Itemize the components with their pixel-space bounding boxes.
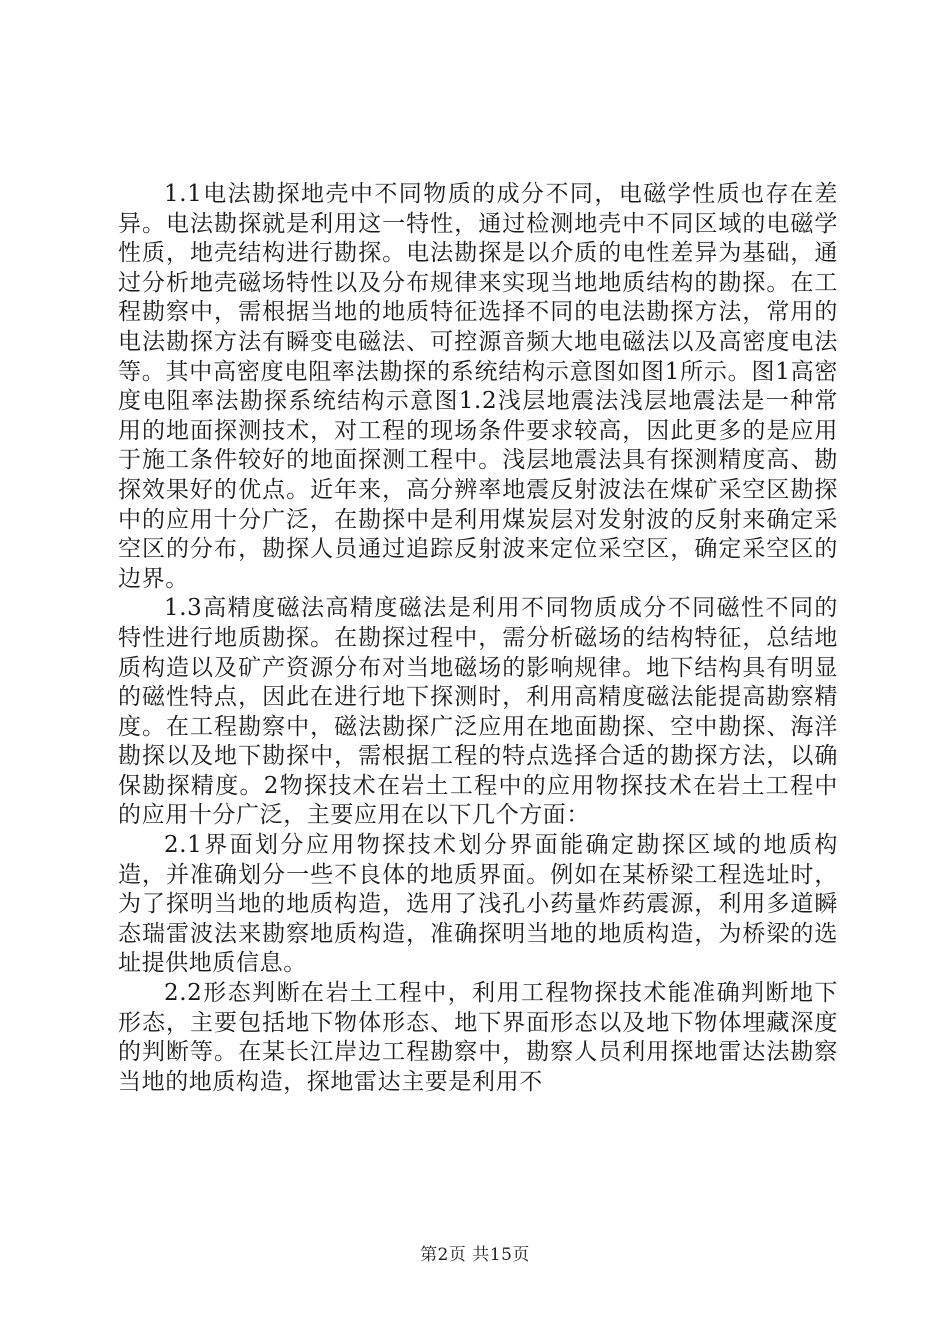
paragraph-1-1-electrical-method: 1.1电法勘探地壳中不同物质的成分不同，电磁学性质也存在差异。电法勘探就是利用这一特性，通过检测地壳中不同区域的电磁学性质，地壳结构进行勘探。电法勘探是以介质的电性差异为基础，通过分析地壳磁场特性以及分布规律来实现当地地质结构的勘探。在工程勘察中，需根据当地的地质特征选择不同的电法勘探方法，常用的电法勘探方法有瞬变电磁法、可控源音频大地电磁法以及高密度电法等。其中高密度电阻率法勘探的系统结构示意图如图1所示。图1高密度电阻率法勘探系统结构示意图1.2浅层地震法浅层地震法是一种常用的地面探测技术，对工程的现场条件要求较高，因此更多的是应用于施工条件较好的地面探测工程中。浅层地震法具有探测精度高、勘探效果好的优点。近年来，高分辨率地震反射波法在煤矿采空区勘探中的应用十分广泛，在勘探中是利用煤炭层对发射波的反射来确定采空区的分布，勘探人员通过追踪反射波来定位采空区，确定采空区的边界。 [118,181,838,592]
paragraph-1-3-magnetic-method: 1.3高精度磁法高精度磁法是利用不同物质成分不同磁性不同的特性进行地质勘探。在勘探过程中，需分析磁场的结构特征，总结地质构造以及矿产资源分布对当地磁场的影响规律。地下结构具有明显的磁性特点，因此在进行地下探测时，利用高精度磁法能提高勘察精度。在工程勘察中，磁法勘探广泛应用在地面勘探、空中勘探、海洋勘探以及地下勘探中，需根据工程的特点选择合适的勘探方法，以确保勘探精度。2物探技术在岩土工程中的应用物探技术在岩土工程中的应用十分广泛，主要应用在以下几个方面： [118,595,838,829]
document-body [118,180,838,1097]
paragraph-2-1-interface-division: 2.1界面划分应用物探技术划分界面能确定勘探区域的地质构造，并准确划分一些不良体的地质界面。例如在某桥梁工程选址时，为了探明当地的地质构造，选用了浅孔小药量炸药震源，利用多道瞬态瑞雷波法来勘察地质构造，准确探明当地的地质构造，为桥梁的选址提供地质信息。 [118,832,838,977]
paragraph-2-2-form-judgement: 2.2形态判断在岩土工程中，利用工程物探技术能准确判断地下形态，主要包括地下物体形态、地下界面形态以及地下物体埋藏深度的判断等。在某长江岸边工程勘察中，勘察人员利用探地雷达法勘察当地的地质构造，探地雷达主要是利用不 [118,980,838,1095]
page-number-footer: 第2页 共15页 [420,1245,530,1265]
